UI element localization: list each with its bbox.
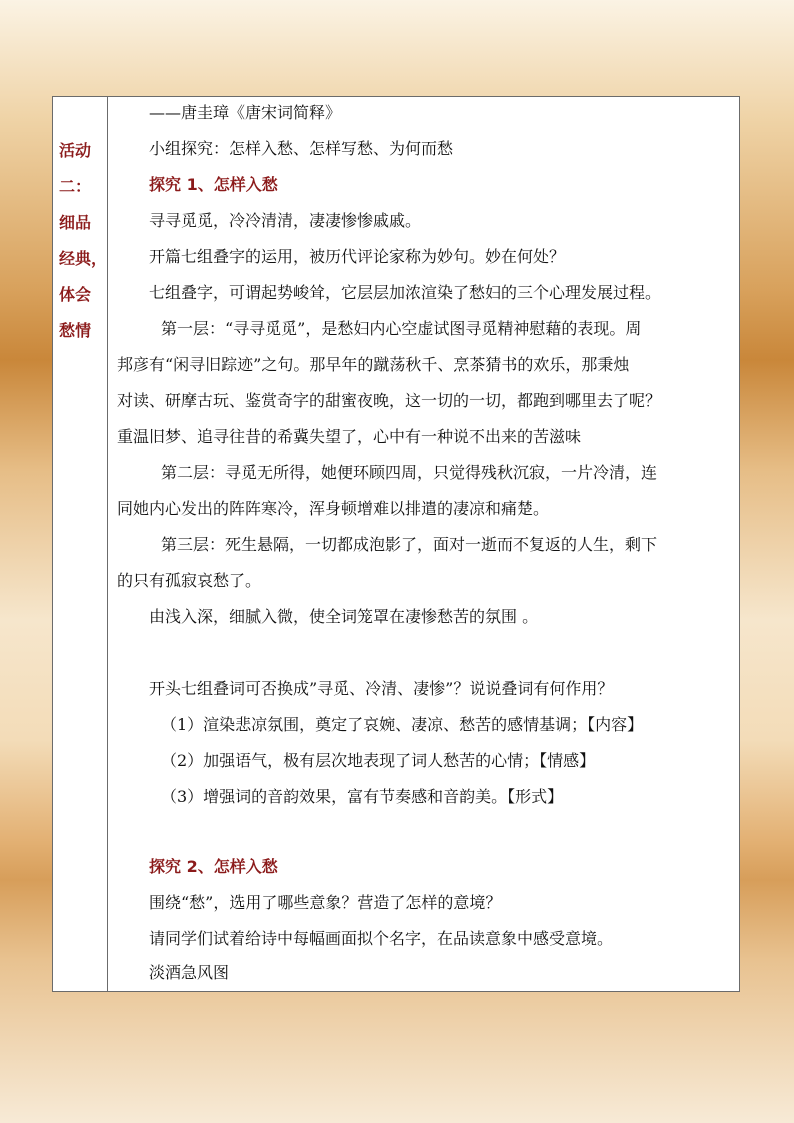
- column-divider: [107, 97, 108, 991]
- paragraph-line: 的只有孤寂哀愁了。: [117, 571, 262, 590]
- activity-label-line: 细品: [59, 213, 92, 232]
- paragraph-line: 由浅入深，细腻入微，使全词笼罩在凄惨愁苦的氛围 。: [149, 607, 539, 626]
- paragraph-line: 第三层：死生悬隔，一切都成泡影了，面对一逝而不复返的人生，剩下: [161, 535, 658, 554]
- paragraph-line: 请同学们试着给诗中每幅画面拟个名字，在品读意象中感受意境。: [149, 929, 614, 948]
- paragraph-line: 同她内心发出的阵阵寒冷，浑身顿增难以排遣的凄凉和痛楚。: [117, 499, 550, 518]
- activity-label-line: 经典，: [59, 249, 108, 268]
- paragraph-line: 开篇七组叠字的运用，被历代评论家称为妙句。妙在何处？: [149, 247, 566, 266]
- activity-label-line: 二：: [59, 177, 92, 196]
- answer-item: （1）渲染悲凉氛围，奠定了哀婉、凄凉、愁苦的感情基调；【内容】: [161, 715, 644, 734]
- activity-label-line: 活动: [59, 141, 92, 160]
- activity-label: [59, 133, 108, 349]
- paragraph-line: 第二层：寻觅无所得，她便环顾四周，只觉得残秋沉寂，一片冷清，连: [161, 463, 658, 482]
- answer-item: （2）加强语气，极有层次地表现了词人愁苦的心情；【情感】: [161, 751, 596, 770]
- answer-item: （3）增强词的音韵效果，富有节奏感和音韵美。【形式】: [161, 787, 564, 806]
- activity-label-line: 愁情: [59, 321, 92, 340]
- paragraph-line: 对读、研摩古玩、鉴赏奇字的甜蜜夜晚，这一切的一切，都跑到哪里去了呢？: [117, 391, 662, 410]
- paragraph-line: 淡酒急风图: [149, 963, 230, 982]
- question: 开头七组叠词可否换成”寻觅、冷清、凄惨”？说说叠词有何作用？: [149, 679, 614, 698]
- activity-label-line: 体会: [59, 285, 92, 304]
- section-heading-2: 探究 2、怎样入愁: [149, 857, 278, 876]
- paragraph-line: 第一层：“寻寻觅觅”，是愁妇内心空虚试图寻觅精神慰藉的表现。周: [161, 319, 642, 338]
- poem-quote: 寻寻觅觅，冷冷清清，凄凄惨惨戚戚。: [149, 211, 422, 230]
- section-heading-1: 探究 1、怎样入愁: [149, 175, 278, 194]
- citation: ——唐圭璋《唐宋词简释》: [149, 103, 342, 122]
- group-task: 小组探究：怎样入愁、怎样写愁、为何而愁: [149, 139, 454, 158]
- paragraph-line: 围绕“愁”，选用了哪些意象？营造了怎样的意境？: [149, 893, 502, 912]
- paragraph-line: 邦彦有“闲寻旧踪迹”之句。那早年的蹴荡秋千、烹茶猜书的欢乐，那秉烛: [117, 355, 630, 374]
- paragraph-line: 七组叠字，可谓起势峻耸，它层层加浓渲染了愁妇的三个心理发展过程。: [149, 283, 662, 302]
- content-table: [52, 96, 740, 992]
- paragraph-line: 重温旧梦、追寻往昔的希冀失望了，心中有一种说不出来的苦滋味: [117, 427, 582, 446]
